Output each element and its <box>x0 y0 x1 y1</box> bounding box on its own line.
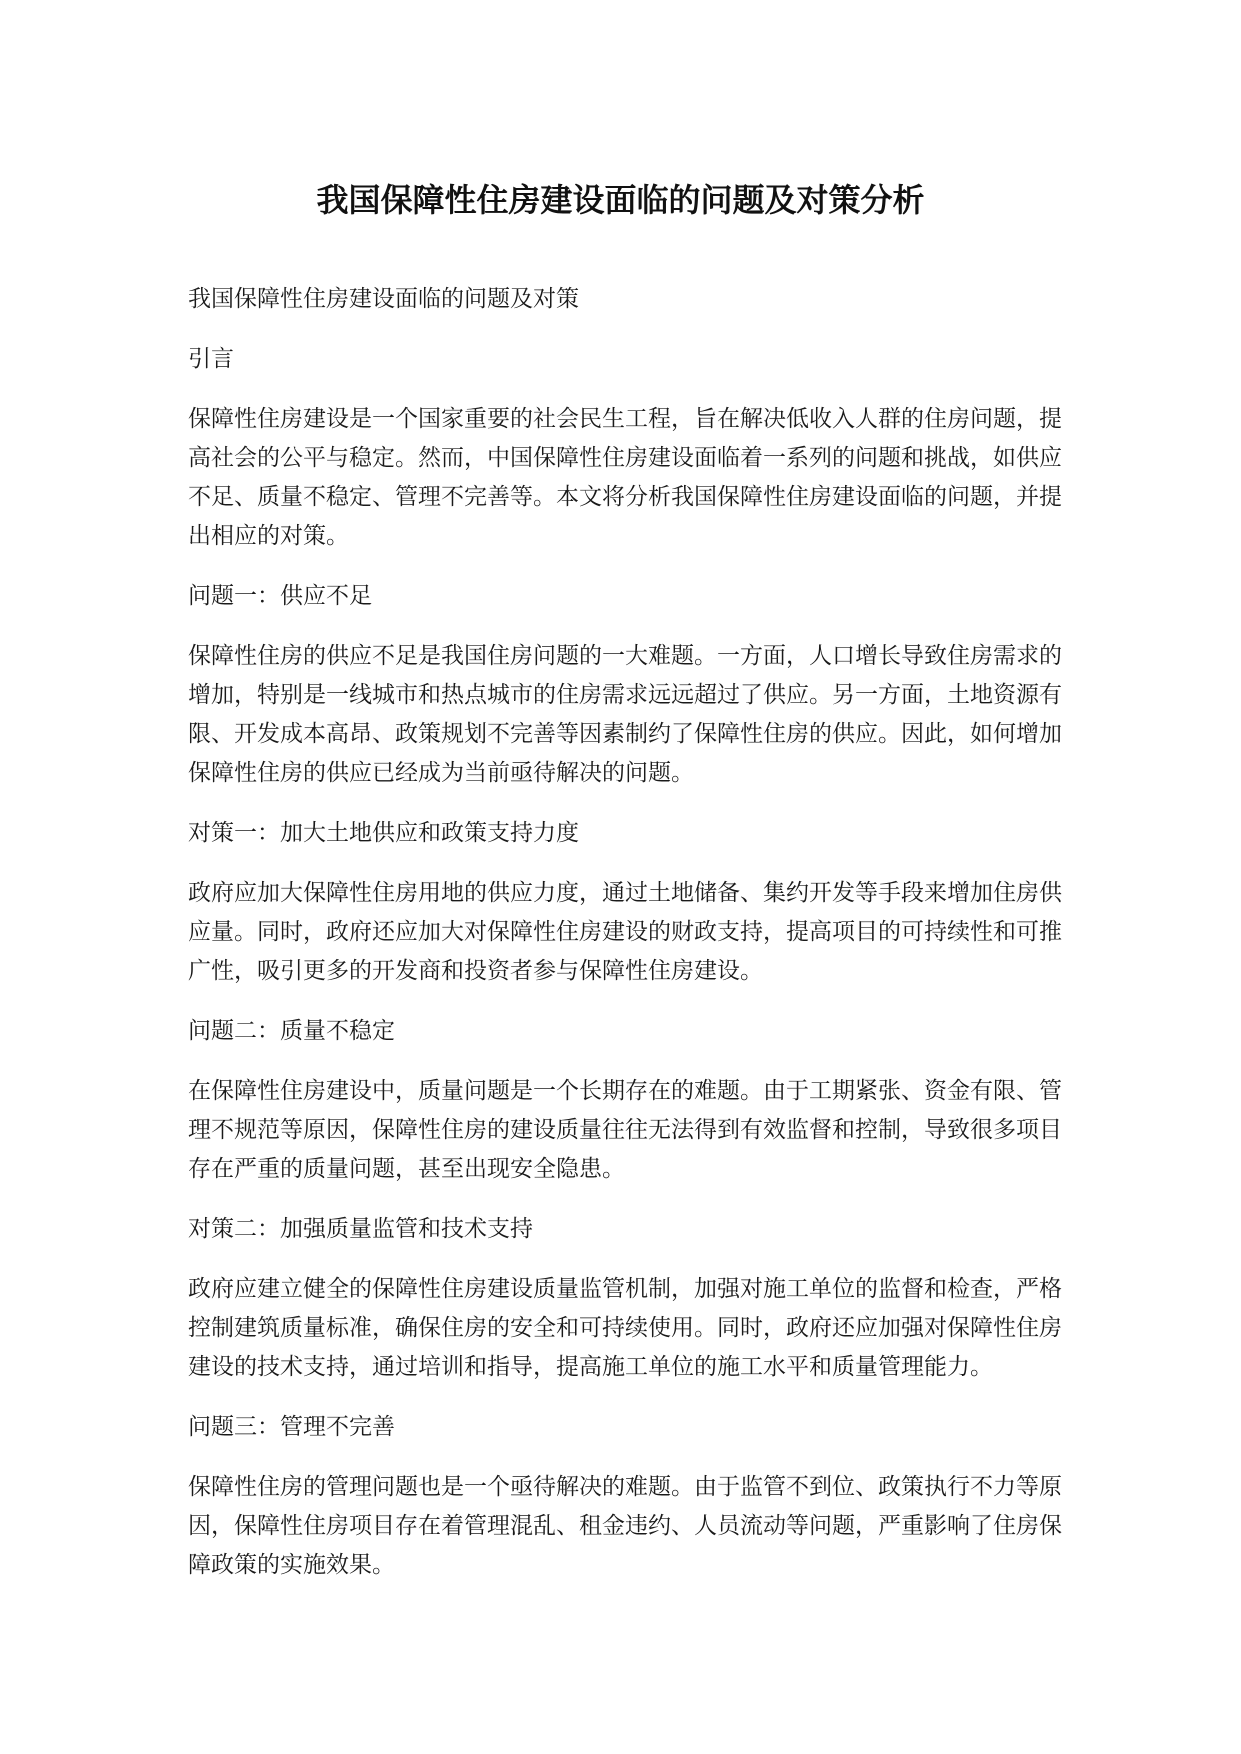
section-heading-solution-1: 对策一：加大土地供应和政策支持力度 <box>188 820 579 846</box>
paragraph-intro: 保障性住房建设是一个国家重要的社会民生工程，旨在解决低收入人群的住房问题，提高社会的公平与稳定。然而，中国保障性住房建设面临着一系列的问题和挑战，如供应不足、质量不稳定、管理不完善等。本文将分析我国保障性住房建设面临的问题，并提出相应的对策。 <box>188 406 1062 549</box>
document-title: 我国保障性住房建设面临的问题及对策分析 <box>316 181 925 219</box>
paragraph-problem-3: 保障性住房的管理问题也是一个亟待解决的难题。由于监管不到位、政策执行不力等原因，保障性住房项目存在着管理混乱、租金违约、人员流动等问题，严重影响了住房保障政策的实施效果。 <box>188 1474 1062 1578</box>
section-heading-problem-1: 问题一：供应不足 <box>188 583 372 609</box>
section-heading-intro: 引言 <box>188 346 234 372</box>
paragraph-solution-1: 政府应加大保障性住房用地的供应力度，通过土地储备、集约开发等手段来增加住房供应量。同时，政府还应加大对保障性住房建设的财政支持，提高项目的可持续性和可推广性，吸引更多的开发商和投资者参与保障性住房建设。 <box>188 880 1062 984</box>
paragraph-problem-1: 保障性住房的供应不足是我国住房问题的一大难题。一方面，人口增长导致住房需求的增加，特别是一线城市和热点城市的住房需求远远超过了供应。另一方面，土地资源有限、开发成本高昂、政策规划不完善等因素制约了保障性住房的供应。因此，如何增加保障性住房的供应已经成为当前亟待解决的问题。 <box>188 643 1062 786</box>
paragraph-problem-2: 在保障性住房建设中，质量问题是一个长期存在的难题。由于工期紧张、资金有限、管理不规范等原因，保障性住房的建设质量往往无法得到有效监督和控制，导致很多项目存在严重的质量问题，甚至出现安全隐患。 <box>188 1078 1062 1182</box>
paragraph-solution-2: 政府应建立健全的保障性住房建设质量监管机制，加强对施工单位的监督和检查，严格控制建筑质量标准，确保住房的安全和可持续使用。同时，政府还应加强对保障性住房建设的技术支持，通过培训和指导，提高施工单位的施工水平和质量管理能力。 <box>188 1276 1062 1380</box>
document-body <box>188 280 1068 1606</box>
section-heading-problem-3: 问题三：管理不完善 <box>188 1414 395 1440</box>
section-heading-problem-2: 问题二：质量不稳定 <box>188 1018 395 1044</box>
section-heading-solution-2: 对策二：加强质量监管和技术支持 <box>188 1216 533 1242</box>
subtitle-heading: 我国保障性住房建设面临的问题及对策 <box>188 286 579 312</box>
